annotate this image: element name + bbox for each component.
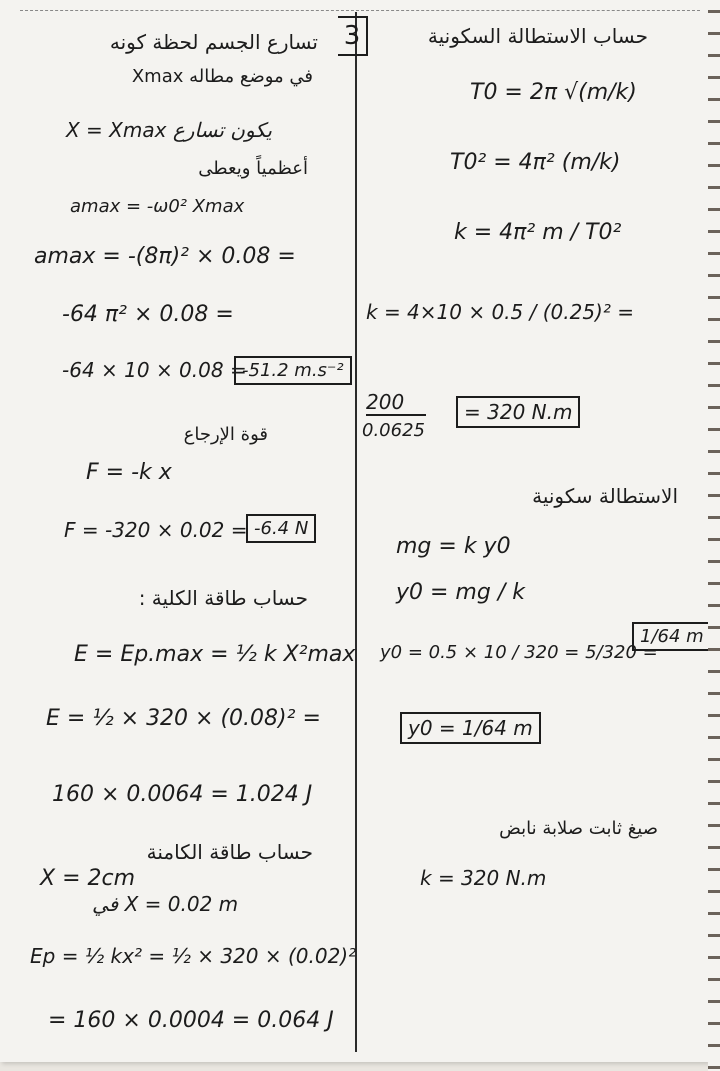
static-eq-1: mg = k y0 (396, 534, 511, 559)
static-result-box: y0 = 1/64 m (400, 712, 541, 744)
energy-formula: E = Ep.max = ½ k X²max (74, 642, 356, 667)
k-step: k = 4×10 × 0.5 / (0.25)² = (366, 300, 634, 324)
top-border (20, 10, 700, 12)
force-title: قوة الإرجاع (183, 424, 268, 445)
static-eq-2: y0 = mg / k (396, 580, 525, 605)
left-subheading: في موضع مطاله Xmax (131, 66, 313, 87)
column-divider (355, 12, 357, 1052)
force-step: F = -320 × 0.02 = (64, 518, 248, 542)
acc-step-3: -64 × 10 × 0.08 = (62, 358, 247, 382)
right-heading: حساب الاستطالة السكونية (427, 24, 648, 48)
period-squared: T0² = 4π² (m/k) (450, 150, 621, 175)
static-title: الاستطالة سكونية (532, 484, 678, 508)
k-numerator: 200 (366, 390, 426, 416)
x-equals-xmax: X = Xmax يكون تسارع (66, 118, 272, 142)
static-eq-3-box: 1/64 m (632, 622, 712, 651)
k-denominator: 0.0625 (362, 420, 425, 441)
k-final: k = 320 N.m (420, 866, 547, 890)
force-formula: F = -k x (86, 460, 172, 485)
acc-formula: amax = -ω0² Xmax (70, 196, 245, 217)
max-note: أعظمياً ويعطى (198, 158, 308, 179)
notebook-binding (708, 0, 720, 1071)
energy-step: E = ½ × 320 × (0.08)² = (46, 706, 321, 731)
kinetic-result: = 160 × 0.0004 = 0.064 J (48, 1008, 334, 1033)
acc-step-2: -64 π² × 0.08 = (62, 302, 234, 327)
k-formula: k = 4π² m / T0² (454, 220, 622, 245)
k-result-box: = 320 N.m (456, 396, 580, 428)
left-heading: تسارع الجسم لحظة كونه (109, 30, 318, 54)
energy-title: حساب طاقة الكلية : (138, 586, 308, 610)
acc-result-box: -51.2 m.s⁻² (234, 356, 352, 385)
acc-step-1: amax = -(8π)² × 0.08 = (34, 244, 296, 269)
page-number: 3 (338, 16, 368, 56)
kinetic-sub: في X = 0.02 m (92, 892, 239, 916)
static-eq-3: y0 = 0.5 × 10 / 320 = 5/320 = (380, 642, 658, 663)
stiffness-note: صيغ ثابت صلابة نابض (499, 818, 658, 839)
kinetic-formula: Ep = ½ kx² = ½ × 320 × (0.02)² (30, 944, 357, 968)
kinetic-title: حساب طاقة الكامنة (146, 840, 313, 864)
energy-result: 160 × 0.0064 = 1.024 J (52, 782, 313, 807)
kinetic-x: X = 2cm (40, 866, 136, 891)
force-result-box: -6.4 N (246, 514, 316, 543)
period-formula: T0 = 2π √(m/k) (470, 80, 637, 105)
